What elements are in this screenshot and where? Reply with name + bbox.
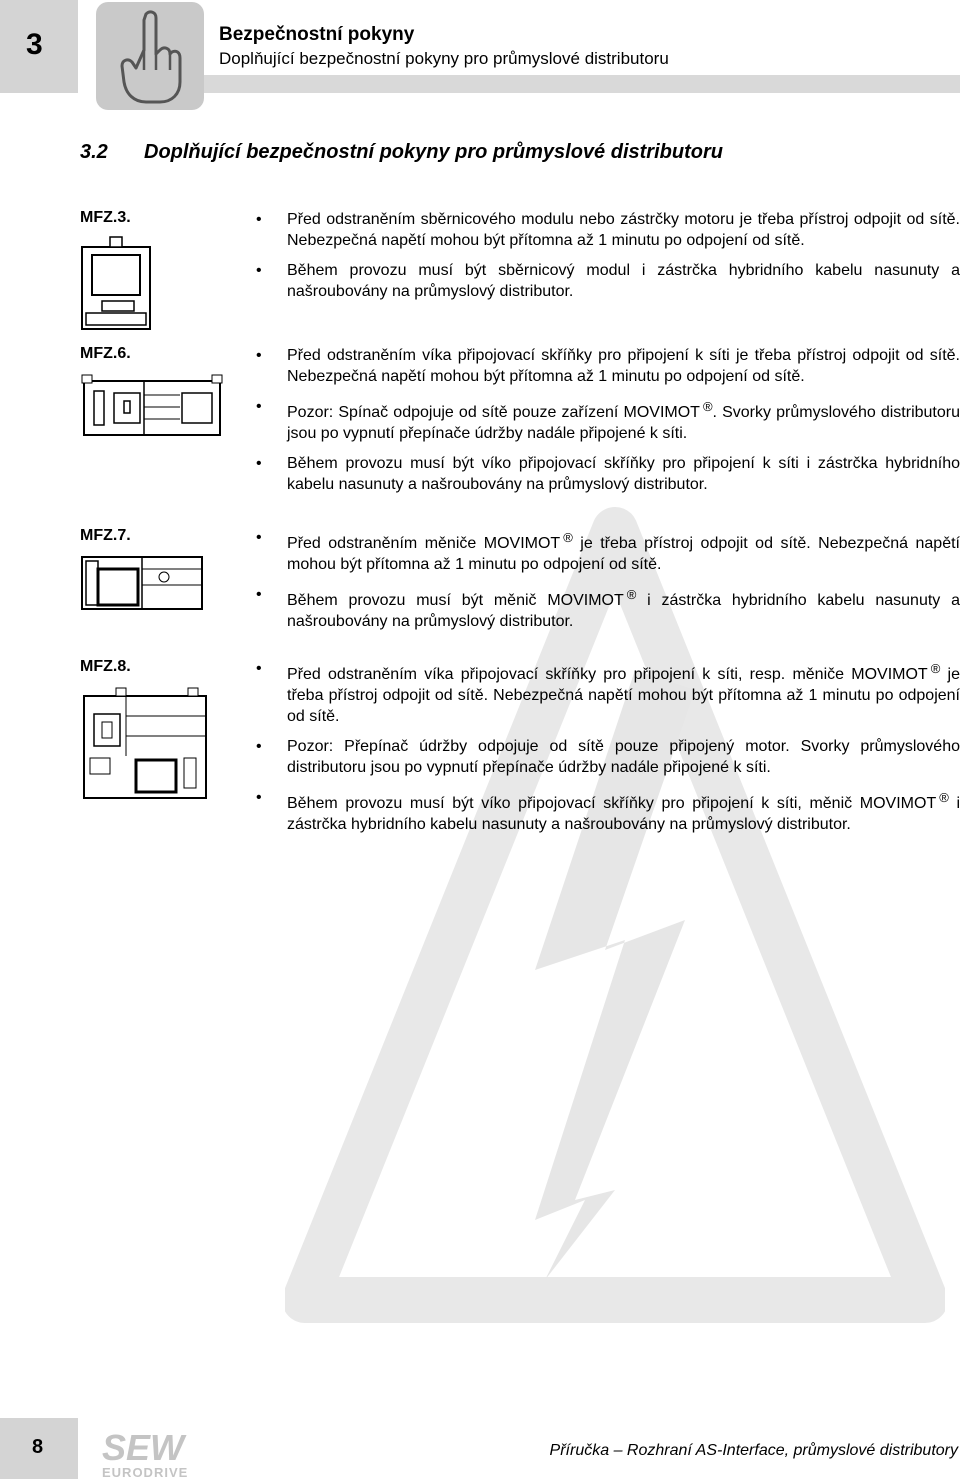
list-item: • Pozor: Přepínač údržby odpojuje od sítě pouze připojený motor. Svorky průmyslového distributoru jsou po vypnutí přepínače údržby nadále připojené k síti. <box>256 738 960 776</box>
header-rule <box>204 75 960 93</box>
footer-document-title: Příručka – Rozhraní AS-Interface, průmyslové distributory <box>549 1442 958 1459</box>
section-number: 3.2 <box>80 141 108 163</box>
svg-text:SEW: SEW <box>102 1428 185 1468</box>
section-title: Doplňující bezpečnostní pokyny pro průmyslové distributoru <box>144 141 723 163</box>
mfz8-module-figure <box>80 686 210 804</box>
header-title: Bezpečnostní pokyny <box>219 24 415 45</box>
list-item: • Během provozu musí být víko připojovací skříňky pro připojení k síti, měnič MOVIMOT ® i zástrčka hybridního kabelu nasunuty a našroubovány na průmyslový distributor. <box>256 789 960 833</box>
list-item: • Během provozu musí být měnič MOVIMOT ® i zástrčka hybridního kabelu nasunuty a našroubovány na průmyslový distributor. <box>256 586 960 630</box>
pointing-hand-icon <box>96 2 204 110</box>
list-item: • Před odstraněním víka připojovací skříňky pro připojení k síti, resp. měniče MOVIMOT ® je třeba přístroj odpojit od sítě. Nebezpečná napětí mohou být přítomna až 1 minutu po odpojení od sítě. <box>256 660 960 725</box>
list-item: • Před odstraněním víka připojovací skříňky pro připojení k síti je třeba přístroj odpojit od sítě. Nebezpečná napětí mohou být přítomna až 1 minutu po odpojení od sítě. <box>256 347 960 385</box>
chapter-number: 3 <box>26 28 43 61</box>
module-label: MFZ.7. <box>80 527 131 544</box>
mfz6-module-figure <box>80 373 224 439</box>
module-label: MFZ.6. <box>80 345 131 362</box>
page-number: 8 <box>32 1436 44 1458</box>
section-heading <box>80 141 723 164</box>
list-item: • Během provozu musí být víko připojovací skříňky pro připojení k síti i zástrčka hybridního kabelu nasunuty a našroubovány na průmyslový distributor. <box>256 455 960 493</box>
header-subtitle: Doplňující bezpečnostní pokyny pro průmyslové distributoru <box>219 49 669 68</box>
module-label: MFZ.3. <box>80 209 131 226</box>
list-item: • Pozor: Spínač odpojuje od sítě pouze zařízení MOVIMOT ®. Svorky průmyslového distributoru jsou po vypnutí přepínače údržby nadále připojené k síti. <box>256 398 960 442</box>
list-item: • Během provozu musí být sběrnicový modul i zástrčka hybridního kabelu nasunuty a našroubovány na průmyslový distributor. <box>256 262 960 300</box>
mfz3-module-figure <box>80 235 152 331</box>
svg-text:EURODRIVE: EURODRIVE <box>102 1465 189 1479</box>
list-item: • Před odstraněním sběrnicového modulu nebo zástrčky motoru je třeba přístroj odpojit od sítě. Nebezpečná napětí mohou být přítomna až 1 minutu po odpojení od sítě. <box>256 211 960 249</box>
module-label: MFZ.8. <box>80 658 131 675</box>
mfz7-module-figure <box>80 555 204 613</box>
sew-eurodrive-logo <box>100 1428 210 1479</box>
list-item: • Před odstraněním měniče MOVIMOT ® je třeba přístroj odpojit od sítě. Nebezpečná napětí mohou být přítomna až 1 minutu po odpojení od sítě. <box>256 529 960 573</box>
